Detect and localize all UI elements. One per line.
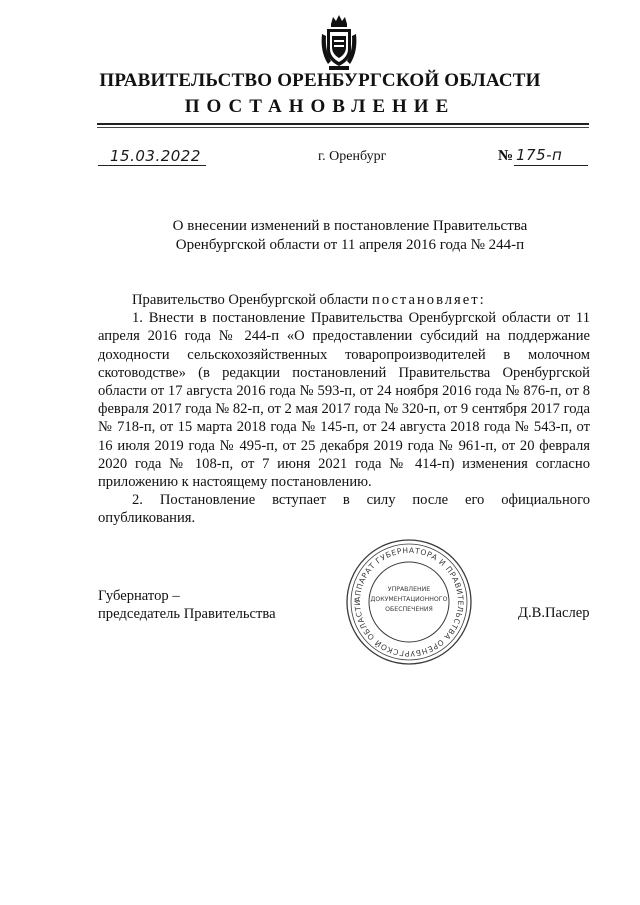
- header-rule-thin: [97, 127, 589, 128]
- clause-2: 2. Постановление вступает в силу после его официального опубликования.: [98, 492, 590, 527]
- stamp-inner-line-3: ОБЕСПЕЧЕНИЯ: [385, 606, 433, 613]
- document-number: 175-п: [516, 146, 563, 164]
- preamble-text: Правительство Оренбургской области: [132, 292, 372, 308]
- number-underline: [514, 165, 588, 166]
- preamble-verb: постановляет:: [371, 292, 486, 308]
- preamble: [98, 291, 590, 309]
- stamp-inner-line-1: УПРАВЛЕНИЕ: [387, 586, 431, 593]
- document-type: ПОСТАНОВЛЕНИЕ: [184, 96, 456, 117]
- signatory-title-line-1: Губернатор –: [98, 588, 180, 604]
- document-body: [98, 291, 590, 528]
- signatory-name: Д.В.Паслер: [518, 605, 590, 621]
- clause-1: 1. Внести в постановление Правительства Оренбургской области от 11 апреля 2016 года № 244-п «О предоставлении субсидий на поддержание доходности сельскохозяйственных товаропроизводителей в молочном скотоводстве» (в редакции постановлений Правительства Оренбургской области от 17 августа 2016 года № 593-п, от 24 ноября 2016 года № 876-п, от 8 февраля 2017 года № 82-п, от 2 мая 2017 года № 320-п, от 9 сентября 2017 года № 718-п, от 15 марта 2018 года № 145-п, от 24 августа 2018 года № 543-п, от 16 июля 2019 года № 495-п, от 25 декабря 2019 года № 961-п, от 20 февраля 2020 года № 108-п, от 7 июня 2021 года № 414-п) изменения согласно приложению к настоящему постановлению.: [98, 310, 590, 491]
- number-label: №: [498, 148, 514, 164]
- document-subject: [140, 217, 560, 255]
- signatory-title: [98, 587, 276, 623]
- subject-line-2: Оренбургской области от 11 апреля 2016 года № 244-п: [175, 237, 525, 253]
- signatory-title-line-2: председатель Правительства: [98, 606, 276, 623]
- coat-of-arms-icon: [318, 14, 360, 72]
- header-rule-thick: [97, 123, 589, 125]
- stamp-inner-line-2: ДОКУМЕНТАЦИОННОГО: [370, 596, 448, 603]
- official-stamp: [345, 538, 473, 666]
- document-date: 15.03.2022: [110, 147, 201, 165]
- subject-line-1: О внесении изменений в постановление Правительства: [172, 218, 528, 234]
- document-city: г. Оренбург: [318, 149, 387, 164]
- stamp-outer-text: АППАРАТ ГУБЕРНАТОРА И ПРАВИТЕЛЬСТВА ОРЕНБУРГСКОЙ ОБЛАСТИ: [352, 545, 466, 659]
- date-underline: [98, 165, 206, 166]
- organization-title: ПРАВИТЕЛЬСТВО ОРЕНБУРГСКОЙ ОБЛАСТИ: [99, 70, 541, 91]
